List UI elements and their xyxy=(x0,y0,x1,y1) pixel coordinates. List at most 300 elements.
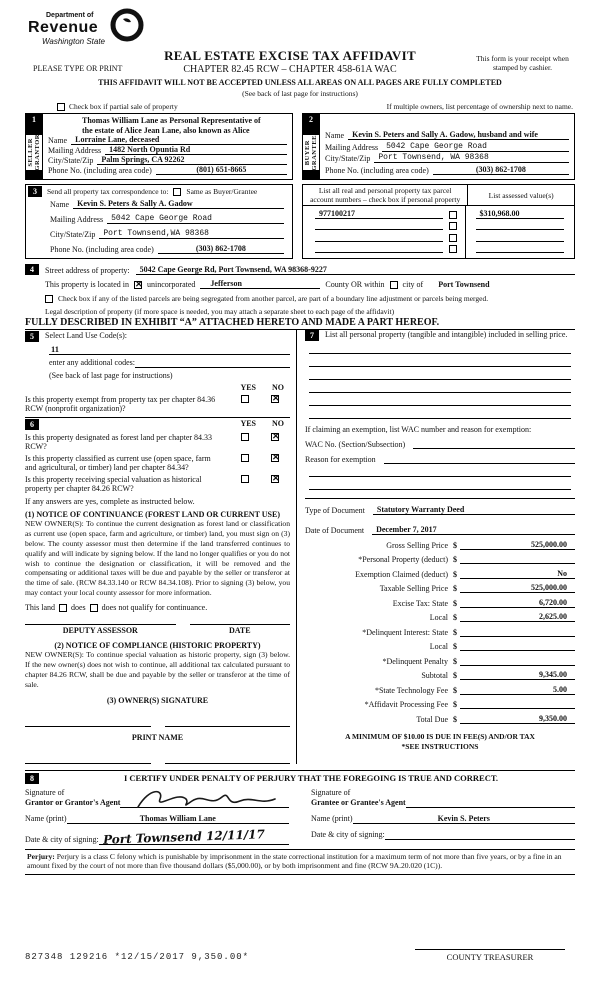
grantee-signature-input[interactable] xyxy=(406,788,575,808)
fee-label: *Affidavit Processing Fee xyxy=(364,700,448,710)
street-address-row xyxy=(25,264,575,275)
wac-input[interactable] xyxy=(413,439,575,449)
perjury-title: Perjury: xyxy=(27,851,55,861)
legal-description-label: Legal description of property (if more space is needed, you may attach a separate sheet to each page of the affidavit) xyxy=(45,307,395,317)
parties-row xyxy=(25,113,575,180)
left-column xyxy=(25,330,297,763)
parcel-input-3[interactable] xyxy=(315,232,443,242)
buyer-sidebar xyxy=(303,114,320,179)
fee-label: *Delinquent Interest: State xyxy=(362,627,448,637)
q1-yes-cell xyxy=(230,433,260,442)
reason-label: Reason for exemption xyxy=(305,455,376,465)
delinquent-interest-local-input[interactable] xyxy=(460,641,575,651)
yes-header: YES xyxy=(240,383,256,393)
notice-compliance-body: NEW OWNER(S): To continue special valuation as historic property, sign (3) below. If the new owner(s) does not wish to continue, all additional tax calculated pursuant to chapter 84.26 RCW, shall be due and payable by the seller or transferor at the time of sale. xyxy=(25,650,290,689)
type-label: Type of Document xyxy=(305,506,365,516)
form-subtitle: CHAPTER 82.45 RCW – CHAPTER 458-61A WAC xyxy=(183,64,397,75)
parcel-headers xyxy=(302,184,575,205)
logo-dept-of: Department of xyxy=(46,12,94,19)
unincorporated-checkbox[interactable] xyxy=(134,281,142,289)
form-footer xyxy=(25,949,575,962)
seller-name-label: Name xyxy=(48,136,68,146)
city-of-label: city of xyxy=(402,280,424,290)
notice-continuance-title: (1) NOTICE OF CONTINUANCE (FOREST LAND OR CURRENT USE) xyxy=(25,510,280,520)
street-address-input[interactable]: 5042 Cape George Rd, Port Townsend, WA 98368-9227 xyxy=(136,265,575,275)
forest-land-question-row xyxy=(25,433,290,451)
assessed-value-input-1[interactable]: $310,968.00 xyxy=(476,209,564,219)
buyer-label: BUYER xyxy=(303,139,311,166)
fee-row-subtotal xyxy=(305,670,575,680)
buyer-phone-row xyxy=(325,165,569,175)
grantee-signature-block xyxy=(311,788,575,845)
seller-mailing-row xyxy=(48,145,287,155)
fee-row-local xyxy=(305,612,575,622)
section3-number: 3 xyxy=(28,186,42,197)
property-address-section xyxy=(25,264,575,330)
signatures-row xyxy=(25,788,575,845)
does-not-checkbox[interactable] xyxy=(90,604,98,612)
land-use-code-input[interactable]: 11 xyxy=(49,344,290,355)
wac-label: WAC No. (Section/Subsection) xyxy=(305,440,406,450)
grantee-label: GRANTEE xyxy=(311,134,318,171)
if-yes-note: If any answers are yes, complete as instructed below. xyxy=(25,497,195,507)
buyer-grantee-section xyxy=(302,113,575,180)
signature-of-label: Signature of xyxy=(25,788,65,798)
historical-no-checkbox[interactable] xyxy=(271,475,279,483)
grantee-agent-label: Grantee or Grantee's Agent xyxy=(311,797,406,807)
fee-row-personal xyxy=(305,554,575,564)
buyer-name-input[interactable]: Kevin S. Peters and Sally A. Gadow, husband and wife xyxy=(348,130,569,140)
logo-wa-state: Washington State xyxy=(42,37,106,46)
dollar-sign: $ xyxy=(453,598,457,608)
tax-correspondence-section xyxy=(25,184,293,259)
fee-label: Excise Tax: State xyxy=(392,598,448,608)
owner-signature-line-1[interactable] xyxy=(25,719,151,727)
section7-number: 7 xyxy=(305,330,319,341)
parcel-row xyxy=(315,220,457,230)
right-column xyxy=(297,330,575,763)
current-use-question-row xyxy=(25,454,290,472)
personal-property-title: List all personal property (tangible and intangible) included in selling price. xyxy=(325,330,568,340)
see-back-note-5: (See back of last page for instructions) xyxy=(49,371,173,381)
corr-name-row xyxy=(50,199,284,209)
yes-header-6: YES xyxy=(240,419,256,429)
historical-question: Is this property receiving special valuation as historical property per chapter 84.26 RCW? xyxy=(25,475,202,494)
multiple-owners-note: If multiple owners, list percentage of ownership next to name. xyxy=(386,102,573,111)
current-use-yes-checkbox[interactable] xyxy=(241,454,249,462)
parcel-row xyxy=(315,243,457,253)
personal-property-checkbox-4[interactable] xyxy=(449,245,457,253)
see-instructions-note: *SEE INSTRUCTIONS xyxy=(401,741,479,751)
parcel-input-4[interactable] xyxy=(315,243,443,253)
buyer-city-input[interactable]: Port Townsend, WA 98368 xyxy=(374,153,569,163)
state-technology-fee-input[interactable]: 5.00 xyxy=(460,685,575,695)
grantor-signature-row xyxy=(25,788,289,808)
partial-sale-label: Check box if partial sale of property xyxy=(69,102,178,111)
fee-row-tech-fee xyxy=(305,685,575,695)
correspondence-fields xyxy=(26,198,292,254)
fee-label: Exemption Claimed (deduct) xyxy=(355,569,448,579)
continuance-qualify-row xyxy=(25,603,290,612)
dollar-sign: $ xyxy=(453,540,457,550)
personal-property-checkbox-3[interactable] xyxy=(449,234,457,242)
date-input[interactable]: December 7, 2017 xyxy=(372,525,575,535)
assessed-value-row xyxy=(476,220,564,230)
grantor-label: GRANTOR xyxy=(34,134,41,171)
personal-property-deduct-input[interactable] xyxy=(460,554,575,564)
county-input[interactable]: Jefferson xyxy=(200,279,320,289)
exempt-yes-checkbox[interactable] xyxy=(241,395,249,403)
section6-header xyxy=(25,417,290,430)
middle-columns xyxy=(25,330,575,763)
section5-number: 5 xyxy=(25,331,39,342)
yes-no-header-5 xyxy=(25,383,290,392)
corr-city-label: City/State/Zip xyxy=(50,230,96,240)
seller-phone-row xyxy=(48,165,287,175)
certification-section xyxy=(25,770,575,876)
print-name-title: PRINT NAME xyxy=(131,732,184,742)
buyer-fields xyxy=(320,114,574,179)
exempt-no-checkbox[interactable] xyxy=(271,395,279,403)
dollar-sign: $ xyxy=(453,569,457,579)
forest-no-checkbox[interactable] xyxy=(271,433,279,441)
grantor-date-city-input[interactable] xyxy=(99,826,289,847)
current-use-no-checkbox[interactable] xyxy=(271,454,279,462)
section1-number: 1 xyxy=(27,114,41,125)
q3-no-cell xyxy=(260,475,290,484)
signature-of-label-2: Signature of xyxy=(311,788,351,798)
seller-grantor-label-box xyxy=(25,134,43,171)
dollar-sign: $ xyxy=(453,555,457,565)
same-as-buyer-checkbox[interactable] xyxy=(173,188,181,196)
parcel-number-column xyxy=(303,206,466,258)
print-name-lines xyxy=(25,756,290,764)
grantor-signature-input[interactable] xyxy=(120,788,289,808)
grantor-agent-label: Grantor or Grantor's Agent xyxy=(25,797,121,807)
pp-line-1[interactable] xyxy=(309,341,571,354)
historical-yes-checkbox[interactable] xyxy=(241,475,249,483)
assessed-value-row xyxy=(476,232,564,242)
forest-land-question: Is this property designated as forest land per chapter 84.33 RCW? xyxy=(25,433,213,452)
assessed-value-input-2[interactable] xyxy=(476,220,564,230)
no-header-6: NO xyxy=(272,419,284,429)
parcel-numbers-header: List all real and personal property tax parcel account numbers – check box if personal property xyxy=(303,185,468,205)
subtotal-input[interactable]: 9,345.00 xyxy=(460,670,575,680)
seller-name-row xyxy=(48,135,287,145)
seller-mailing-label: Mailing Address xyxy=(48,146,102,156)
grantor-date-city-row xyxy=(25,826,289,847)
certify-statement: I CERTIFY UNDER PENALTY OF PERJURY THAT THE FOREGOING IS TRUE AND CORRECT. xyxy=(123,773,498,783)
buyer-mailing-label: Mailing Address xyxy=(325,142,379,152)
fee-row-delinq-interest-state xyxy=(305,627,575,637)
corr-phone-row xyxy=(50,244,284,254)
reason-line-2[interactable] xyxy=(309,464,571,477)
total-due-input[interactable]: 9,350.00 xyxy=(460,714,575,724)
grantor-name-print-label: Name (print) xyxy=(25,813,67,823)
logo-revenue: Revenue xyxy=(28,19,99,36)
assessor-date-line[interactable]: DATE xyxy=(190,624,290,635)
grantee-date-city-input[interactable] xyxy=(385,830,575,840)
parcel-row xyxy=(315,209,457,219)
dollar-sign: $ xyxy=(453,685,457,695)
land-use-header xyxy=(25,330,290,342)
seller-phone-label: Phone No. (including area code) xyxy=(48,166,152,176)
owner-signature-line-2[interactable] xyxy=(165,719,291,727)
seller-label: SELLER xyxy=(26,138,34,167)
grantee-name-row xyxy=(311,814,575,824)
does-label: does xyxy=(71,603,86,613)
additional-codes-row xyxy=(49,358,290,368)
date-of-document-row xyxy=(305,523,575,535)
city-checkbox[interactable] xyxy=(390,281,398,289)
corr-phone-label: Phone No. (including area code) xyxy=(50,245,154,255)
reason-input[interactable] xyxy=(384,454,575,464)
buyer-name-row xyxy=(325,130,569,140)
segregated-row xyxy=(45,294,575,303)
street-address-label: Street address of property: xyxy=(45,266,130,276)
correspondence-header xyxy=(26,185,292,198)
seller-phone-input[interactable]: (801) 651-8665 xyxy=(156,165,287,175)
q3-yes-cell xyxy=(230,475,260,484)
reason-row xyxy=(305,454,575,464)
county-or-label: County OR within xyxy=(325,280,385,290)
personal-property-header xyxy=(305,330,575,341)
grantor-signature-ink xyxy=(130,785,280,811)
fee-row-processing-fee xyxy=(305,699,575,709)
parcel-row xyxy=(315,232,457,242)
partial-sale-row xyxy=(57,102,575,111)
parcel-input-2[interactable] xyxy=(315,220,443,230)
fee-label: Taxable Selling Price xyxy=(379,584,448,594)
deputy-assessor-line[interactable]: DEPUTY ASSESSOR xyxy=(25,624,176,635)
located-prefix: This property is located in xyxy=(45,280,129,290)
corr-city-row xyxy=(50,229,284,239)
pp-line-6[interactable] xyxy=(309,406,571,419)
delinquent-interest-state-input[interactable] xyxy=(460,627,575,637)
fee-row-delinq-penalty xyxy=(305,656,575,666)
dollar-sign: $ xyxy=(453,671,457,681)
dor-logo-mark xyxy=(110,8,144,42)
dollar-sign: $ xyxy=(453,642,457,652)
assessed-value-input-4[interactable] xyxy=(476,243,564,253)
assessed-values-header: List assessed value(s) xyxy=(488,191,554,201)
exempt-question: Is this property exempt from property tax per chapter 84.36 RCW (nonprofit organization)? xyxy=(25,395,216,414)
q1-no-cell xyxy=(260,433,290,442)
corr-city-input[interactable]: Port Townsend,WA 98368 xyxy=(99,229,284,239)
fee-label: Total Due xyxy=(416,714,448,724)
fee-row-total-due xyxy=(305,714,575,724)
dollar-sign: $ xyxy=(453,714,457,724)
exempt-yes-cell xyxy=(230,395,260,404)
grantor-date-city-handwriting: Port Townsend 12/11/17 xyxy=(102,826,265,847)
grantor-name-input[interactable]: Thomas William Lane xyxy=(67,814,289,824)
notice-continuance-body: NEW OWNER(S): To continue the current designation as forest land or classification as current use (open space, farm and agriculture, or timber) land, you must sign on (3) below. The county assessor must then determine if the land transferred continues to qualify and will indicate by signing below. If the land no longer qualifies or you do not wish to continue the designation or classification, it will be removed and the compensating or additional taxes will be due and payable by the seller or transferor at the time of sale. (RCW 84.33.140 or RCW 84.34.108). Prior to signing (3) below, you may contact your local county assessor for more information. xyxy=(25,519,290,598)
affidavit-processing-fee-input[interactable] xyxy=(460,699,575,709)
dor-logo xyxy=(28,12,158,46)
fee-row-taxable xyxy=(305,583,575,593)
receipt-note: This form is your receipt when stamped by cashier. xyxy=(476,54,569,73)
fee-row-delinq-interest-local xyxy=(305,641,575,651)
type-input[interactable]: Statutory Warranty Deed xyxy=(373,505,575,515)
fee-label: Local xyxy=(429,642,448,652)
form-title: REAL ESTATE EXCISE TAX AFFIDAVIT xyxy=(164,48,416,63)
unincorporated-label: unincorporated xyxy=(146,280,196,290)
section8-number: 8 xyxy=(25,773,39,784)
cashier-stamp: 827348 129216 *12/15/2017 9,350.00* xyxy=(25,952,250,962)
perjury-notice xyxy=(25,849,575,876)
buyer-name-label: Name xyxy=(325,131,345,140)
taxable-selling-price-input[interactable]: 525,000.00 xyxy=(460,583,575,593)
notice-compliance-title: (2) NOTICE OF COMPLIANCE (HISTORIC PROPERTY) xyxy=(54,641,261,651)
personal-property-checkbox-1[interactable] xyxy=(449,211,457,219)
seller-city-label: City/State/Zip xyxy=(48,156,94,166)
grantee-name-input[interactable]: Kevin S. Peters xyxy=(353,814,575,824)
no-header: NO xyxy=(272,383,284,393)
treasurer-signature-line[interactable] xyxy=(415,949,565,950)
dollar-sign: $ xyxy=(453,700,457,710)
parcel-input-1[interactable]: 977100217 xyxy=(315,209,443,219)
dollar-sign: $ xyxy=(453,584,457,594)
grantor-signature-label xyxy=(25,788,120,807)
pp-line-2[interactable] xyxy=(309,354,571,367)
segregated-checkbox[interactable] xyxy=(45,295,53,303)
deputy-assessor-row xyxy=(25,624,290,635)
print-name-line-2[interactable] xyxy=(165,756,291,764)
grantor-date-city-label: Date & city of signing: xyxy=(25,834,99,844)
same-as-buyer-label: Same as Buyer/Grantee xyxy=(186,187,258,197)
county-treasurer-label: COUNTY TREASURER xyxy=(446,952,534,962)
corr-name-label: Name xyxy=(50,200,70,210)
dollar-sign: $ xyxy=(453,627,457,637)
historical-question-row xyxy=(25,475,290,493)
seller-city-input[interactable]: Palm Springs, CA 92262 xyxy=(97,155,287,165)
grantee-name-print-label: Name (print) xyxy=(311,813,353,823)
fee-label: *Delinquent Penalty xyxy=(382,656,448,666)
assessed-value-column xyxy=(466,206,574,258)
q2-yes-cell xyxy=(230,454,260,463)
seller-name-extra xyxy=(82,116,287,135)
personal-property-checkbox-2[interactable] xyxy=(449,222,457,230)
county-treasurer-block xyxy=(415,949,565,962)
minimum-fee-note: A MINIMUM OF $10.00 IS DUE IN FEE(S) AND/OR TAX xyxy=(345,731,535,741)
partial-sale-checkbox[interactable] xyxy=(57,103,65,111)
grantee-date-city-row xyxy=(311,830,575,840)
fee-row-exemption xyxy=(305,569,575,579)
reason-line-3[interactable] xyxy=(309,477,571,490)
buyer-city-row xyxy=(325,153,569,163)
warning-line: THIS AFFIDAVIT WILL NOT BE ACCEPTED UNLESS ALL AREAS ON ALL PAGES ARE FULLY COMPLETED xyxy=(98,78,502,87)
owner-signature-lines xyxy=(25,719,290,727)
city-input[interactable]: Port Townsend xyxy=(438,280,490,290)
does-not-label: does not qualify for continuance. xyxy=(101,603,208,613)
seller-name-input[interactable]: Lorraine Lane, deceased xyxy=(71,135,287,145)
fee-label: *Personal Property (deduct) xyxy=(358,555,448,565)
grantee-signature-row xyxy=(311,788,575,808)
parcel-table xyxy=(302,205,575,259)
land-use-title: Select Land Use Code(s): xyxy=(45,331,127,341)
buyer-mailing-row xyxy=(325,142,569,152)
date-label: Date of Document xyxy=(305,526,365,536)
buyer-phone-label: Phone No. (including area code) xyxy=(325,166,429,176)
segregated-label: Check box if any of the listed parcels are being segregated from another parcel, are part of a boundary line adjustment or parcels being merged. xyxy=(58,294,489,304)
yes-no-header-6 xyxy=(39,419,290,430)
correspondence-parcels-row xyxy=(25,184,575,259)
seller-city-row xyxy=(48,155,287,165)
buyer-grantee-label-box xyxy=(302,134,320,171)
seller-name-line1: Thomas William Lane as Personal Representative of xyxy=(82,116,261,125)
seller-fields xyxy=(43,114,292,179)
corr-name-input[interactable]: Kevin S. Peters & Sally A. Gadow xyxy=(73,199,284,209)
exempt-question-row xyxy=(25,395,290,413)
correspondence-label: Send all property tax correspondence to: xyxy=(47,187,169,197)
legal-description-value: FULLY DESCRIBED IN EXHIBIT “A” ATTACHED HERETO AND MADE A PART HEREOF. xyxy=(25,317,575,330)
additional-codes-label: enter any additional codes: xyxy=(49,358,135,368)
grantee-signature-label xyxy=(311,788,406,807)
forest-yes-checkbox[interactable] xyxy=(241,433,249,441)
pp-line-3[interactable] xyxy=(309,367,571,380)
exempt-no-cell xyxy=(260,395,290,404)
certify-row xyxy=(25,773,575,784)
assessed-value-input-3[interactable] xyxy=(476,232,564,242)
print-name-line-1[interactable] xyxy=(25,756,151,764)
form-header xyxy=(25,0,575,100)
section2-number: 2 xyxy=(304,114,318,125)
buyer-city-label: City/State/Zip xyxy=(325,154,371,164)
gross-selling-price-input[interactable]: 525,000.00 xyxy=(460,540,575,550)
does-checkbox[interactable] xyxy=(59,604,67,612)
buyer-phone-input[interactable]: (303) 862-1708 xyxy=(433,165,569,175)
grantee-date-city-label: Date & city of signing: xyxy=(311,829,385,839)
buyer-mailing-input[interactable]: 5042 Cape George Road xyxy=(382,142,569,152)
additional-codes-input[interactable] xyxy=(135,358,290,368)
exemption-claimed-input[interactable]: No xyxy=(460,569,575,579)
perjury-body: Perjury is a class C felony which is punishable by imprisonment in the state correctional institution for a maximum term of not more than five years, or by a fine in an amount fixed by the court of not more than five thousand dollars ($5,000.00), or by both imprisonment and fine (RCW 9A.20.020 (1C)). xyxy=(27,851,562,871)
seller-name-line2: the estate of Alice Jean Lane, also known as Alice xyxy=(82,125,250,135)
personal-property-lines xyxy=(305,341,575,419)
parcel-list-section xyxy=(302,184,575,259)
current-use-question: Is this property classified as current use (open space, farm and agricultural, or timber) land per chapter 84.34? xyxy=(25,454,211,473)
pp-line-4[interactable] xyxy=(309,380,571,393)
land-prefix: This land xyxy=(25,603,55,613)
fee-label: Local xyxy=(429,613,448,623)
section4-number: 4 xyxy=(25,264,39,275)
grantor-name-row xyxy=(25,814,289,824)
wac-row xyxy=(305,439,575,449)
fee-label: *State Technology Fee xyxy=(374,685,448,695)
dollar-sign: $ xyxy=(453,613,457,623)
corr-phone-input[interactable]: (303) 862-1708 xyxy=(158,244,284,254)
dollar-sign: $ xyxy=(453,656,457,666)
pp-line-5[interactable] xyxy=(309,393,571,406)
seller-grantor-section xyxy=(25,113,293,180)
assessed-value-row xyxy=(476,243,564,253)
delinquent-penalty-input[interactable] xyxy=(460,656,575,666)
type-of-document-row xyxy=(305,498,575,515)
section6-number: 6 xyxy=(25,419,39,430)
excise-tax-local-input[interactable]: 2,625.00 xyxy=(460,612,575,622)
corr-mailing-row xyxy=(50,214,284,224)
corr-mailing-input[interactable]: 5042 Cape George Road xyxy=(107,214,284,224)
please-type-note: PLEASE TYPE OR PRINT xyxy=(33,64,123,73)
fee-label: Gross Selling Price xyxy=(386,540,448,550)
corr-mailing-label: Mailing Address xyxy=(50,215,104,225)
seller-mailing-input[interactable]: 1482 North Opuntia Rd xyxy=(105,145,287,155)
owners-signature-title: (3) OWNER(S) SIGNATURE xyxy=(106,695,209,705)
fee-label: Subtotal xyxy=(421,671,448,681)
excise-tax-state-input[interactable]: 6,720.00 xyxy=(460,598,575,608)
seller-sidebar xyxy=(26,114,43,179)
fee-row-gross xyxy=(305,540,575,550)
